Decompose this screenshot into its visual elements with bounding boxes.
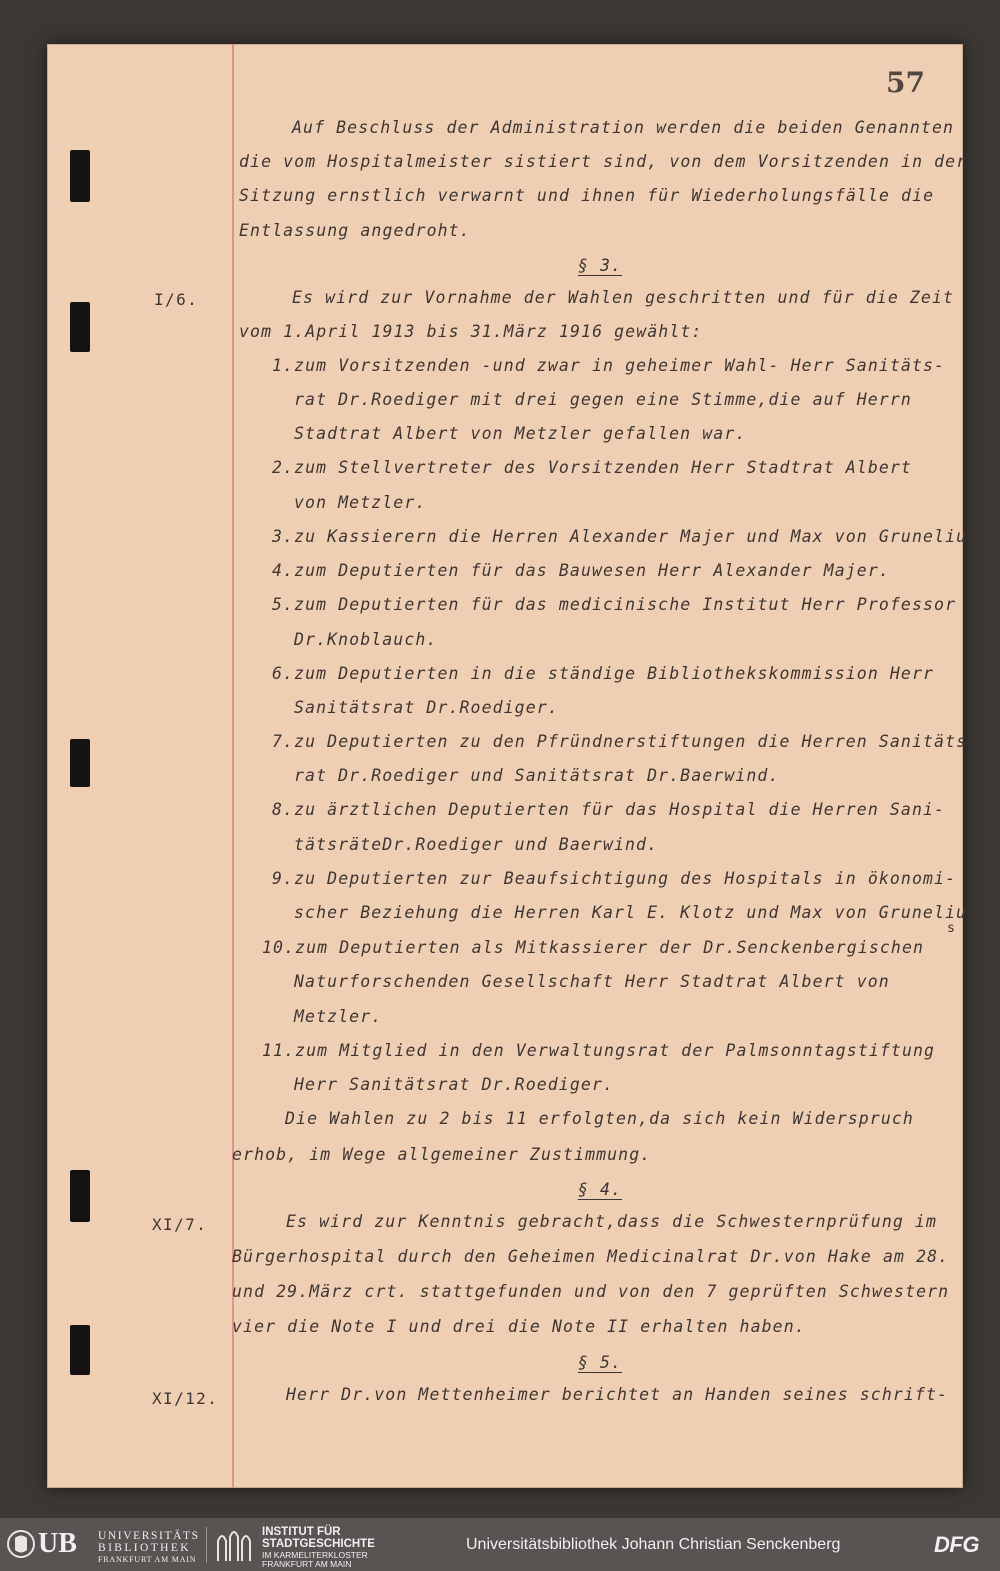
text-line: die vom Hospitalmeister sistiert sind, von dem Vorsitzenden in der xyxy=(239,152,968,171)
text-line: Es wird zur Kenntnis gebracht,dass die Schwesternprüfung im xyxy=(286,1212,937,1231)
dfg-logo: DFG xyxy=(934,1532,979,1557)
list-item-continued: Herr Sanitätsrat Dr.Roediger. xyxy=(294,1075,614,1094)
list-item-continued: rat Dr.Roediger und Sanitätsrat Dr.Baerwind. xyxy=(294,766,780,785)
binding-hole xyxy=(70,739,90,787)
list-item: 1.zum Vorsitzenden -und zwar in geheimer Wahl- Herr Sanitäts- xyxy=(272,356,946,375)
marginal-note: XI/12. xyxy=(152,1389,219,1408)
binding-hole xyxy=(70,150,90,202)
ub-logo: UB xyxy=(38,1528,77,1559)
text-line: und 29.März crt. stattgefunden und von den 7 geprüften Schwestern xyxy=(232,1282,950,1301)
section-heading: § 5. xyxy=(577,1353,623,1372)
list-item-continued: Stadtrat Albert von Metzler gefallen war. xyxy=(294,424,747,443)
binding-hole xyxy=(70,1170,90,1222)
ub-name-line: UNIVERSITÄTS xyxy=(98,1530,200,1542)
list-item-continued: Sanitätsrat Dr.Roediger. xyxy=(294,698,559,717)
list-item: 10.zum Deputierten als Mitkassierer der Dr.Senckenbergischen xyxy=(262,938,925,957)
list-item: 4.zum Deputierten für das Bauwesen Herr Alexander Majer. xyxy=(272,561,890,580)
text-line: erhob, im Wege allgemeiner Zustimmung. xyxy=(232,1145,652,1164)
list-item: 9.zu Deputierten zur Beaufsichtigung des Hospitals in ökonomi- xyxy=(272,869,957,888)
margin-rule xyxy=(232,44,234,1488)
footer-divider xyxy=(206,1527,207,1563)
list-item: 6.zum Deputierten in die ständige Bibliothekskommission Herr xyxy=(272,664,935,683)
text-line: Sitzung ernstlich verwarnt und ihnen für Wiederholungsfälle die xyxy=(239,186,935,205)
binding-hole xyxy=(70,1325,90,1375)
isg-name-line: IM KARMELITERKLOSTER xyxy=(262,1550,368,1560)
text-line: Herr Dr.von Mettenheimer berichtet an Handen seines schrift- xyxy=(286,1385,949,1404)
text-line: vier die Note I und drei die Note II erhalten haben. xyxy=(232,1317,806,1336)
section-heading: § 4. xyxy=(577,1180,623,1199)
list-item-continued: Naturforschenden Gesellschaft Herr Stadtrat Albert von xyxy=(294,972,890,991)
footer-library-name: Universitätsbibliothek Johann Christian Senckenberg xyxy=(466,1536,841,1553)
text-line: Bürgerhospital durch den Geheimen Medicinalrat Dr.von Hake am 28. xyxy=(232,1247,950,1266)
list-item-continued: Metzler. xyxy=(294,1007,383,1026)
isg-name-line: INSTITUT FÜR xyxy=(262,1526,341,1538)
text-line: Die Wahlen zu 2 bis 11 erfolgten,da sich kein Widerspruch xyxy=(285,1109,914,1128)
list-item-continued: s xyxy=(947,921,955,936)
ub-emblem-icon xyxy=(6,1528,36,1560)
marginal-note: I/6. xyxy=(154,290,199,309)
ub-name-line: FRANKFURT AM MAIN xyxy=(98,1555,197,1564)
list-item: 8.zu ärztlichen Deputierten für das Hospital die Herren Sani- xyxy=(272,800,946,819)
page-number: 57 xyxy=(886,66,925,99)
text-line: Auf Beschluss der Administration werden die beiden Genannten xyxy=(292,118,955,137)
text-line: Es wird zur Vornahme der Wahlen geschritten und für die Zeit xyxy=(292,288,955,307)
section-heading: § 3. xyxy=(577,256,623,275)
list-item: 11.zum Mitglied in den Verwaltungsrat der Palmsonntagstiftung xyxy=(262,1041,936,1060)
isg-emblem-icon xyxy=(214,1527,254,1563)
marginal-note: XI/7. xyxy=(152,1215,208,1234)
ub-name-line: BIBLIOTHEK xyxy=(98,1542,191,1554)
list-item-continued: Dr.Knoblauch. xyxy=(294,630,438,649)
text-line: Entlassung angedroht. xyxy=(239,221,471,240)
text-line: vom 1.April 1913 bis 31.März 1916 gewählt: xyxy=(239,322,703,341)
list-item-continued: tätsräteDr.Roediger und Baerwind. xyxy=(294,835,659,854)
list-item: 5.zum Deputierten für das medicinische Institut Herr Professor xyxy=(272,595,957,614)
list-item: 2.zum Stellvertreter des Vorsitzenden Herr Stadtrat Albert xyxy=(272,458,912,477)
list-item-continued: von Metzler. xyxy=(294,493,427,512)
list-item: 3.zu Kassierern die Herren Alexander Majer und Max von Grunelius xyxy=(272,527,979,546)
list-item-continued: rat Dr.Roediger mit drei gegen eine Stimme,die auf Herrn xyxy=(294,390,912,409)
binding-hole xyxy=(70,302,90,352)
list-item: 7.zu Deputierten zu den Pfründnerstiftungen die Herren Sanitäts- xyxy=(272,732,979,751)
list-item-continued: scher Beziehung die Herren Karl E. Klotz und Max von Gruneliu xyxy=(294,903,968,922)
isg-name-line: STADTGESCHICHTE xyxy=(262,1538,375,1550)
isg-name-line: FRANKFURT AM MAIN xyxy=(262,1559,352,1569)
